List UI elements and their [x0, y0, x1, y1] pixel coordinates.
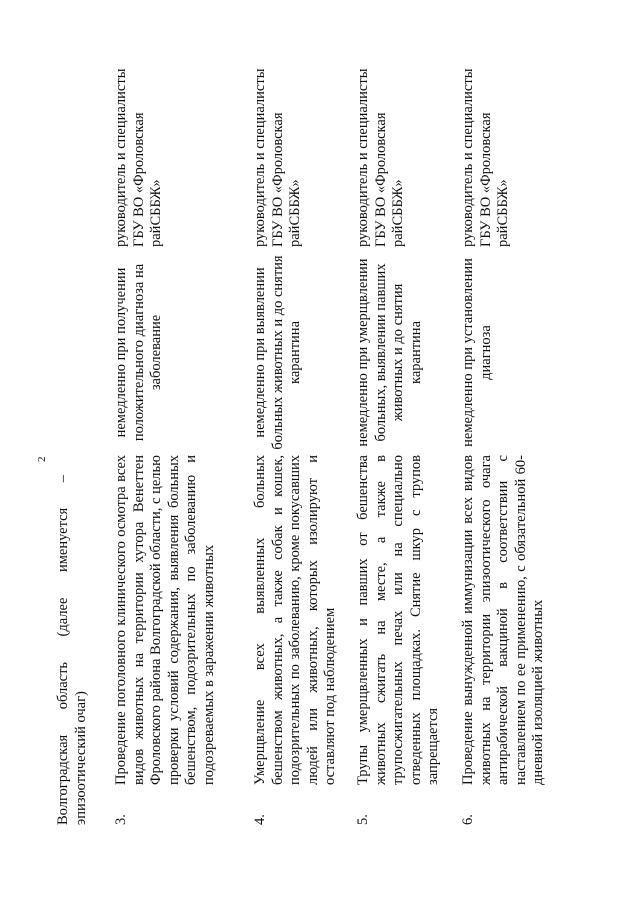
- intro-word: Волгоградская: [55, 734, 71, 825]
- row-number: 5.: [355, 814, 371, 825]
- row-responsible: руководитель и специалисты ГБУ ВО «Фроловская райСББЖ»: [252, 68, 303, 247]
- row-term: немедленно при установлении диагноза: [460, 258, 494, 447]
- intro-word: область: [55, 661, 71, 710]
- row-responsible: руководитель и специалисты ГБУ ВО «Фроловская райСББЖ»: [113, 68, 164, 247]
- row-number: 3.: [113, 814, 129, 825]
- row-term: немедленно при выявлении больных животных и до снятия карантина: [252, 255, 303, 450]
- page-number: 2: [36, 456, 48, 462]
- row-number: 4.: [252, 814, 268, 825]
- intro-word: именуется: [55, 507, 71, 573]
- row-term: немедленно при получении положительного диагноза на заболевание: [113, 263, 164, 442]
- intro-word: (далее: [55, 597, 71, 637]
- intro-line-2: эпизоотический очаг): [72, 691, 89, 825]
- row-term: немедленно при умерщвлении больных, выявлении павших животных и до снятия карантина: [355, 258, 424, 447]
- row-description: Трупы умерщвленных и павших от бешенства животных сжигать на месте, а также в трупосжигательных печах или на специально отведенных площадках. Снятие шкур с трупов запрещается: [355, 455, 441, 785]
- row-responsible: руководитель и специалисты ГБУ ВО «Фроловская райСББЖ»: [460, 68, 511, 247]
- row-number: 6.: [460, 814, 476, 825]
- row-description: Проведение вынужденной иммунизации всех видов животных на территории эпизоотического очага антирабической вакциной в соответствии с наставлением по ее применению, с обязательной 60-дневной изоляцией животных: [460, 455, 546, 785]
- row-description: Умерщвление всех выявленных больных бешенством животных, а также собак и кошек, подозрительных по заболеванию, кроме покусавших людей или животных, которых изолируют и оставляют под наблюдением: [252, 455, 338, 785]
- intro-text: [55, 475, 90, 825]
- intro-word: –: [55, 475, 71, 483]
- row-description: Проведение поголовного клинического осмотра всех видов животных на территории хутора Венеттен Фроловского района Волгоградской области, с целью проверки условий содержания, выявления больных бешенством, подозрительных по заболеванию и подозреваемых в заражении животных: [113, 455, 217, 785]
- row-responsible: руководитель и специалисты ГБУ ВО «Фроловская райСББЖ»: [355, 68, 406, 247]
